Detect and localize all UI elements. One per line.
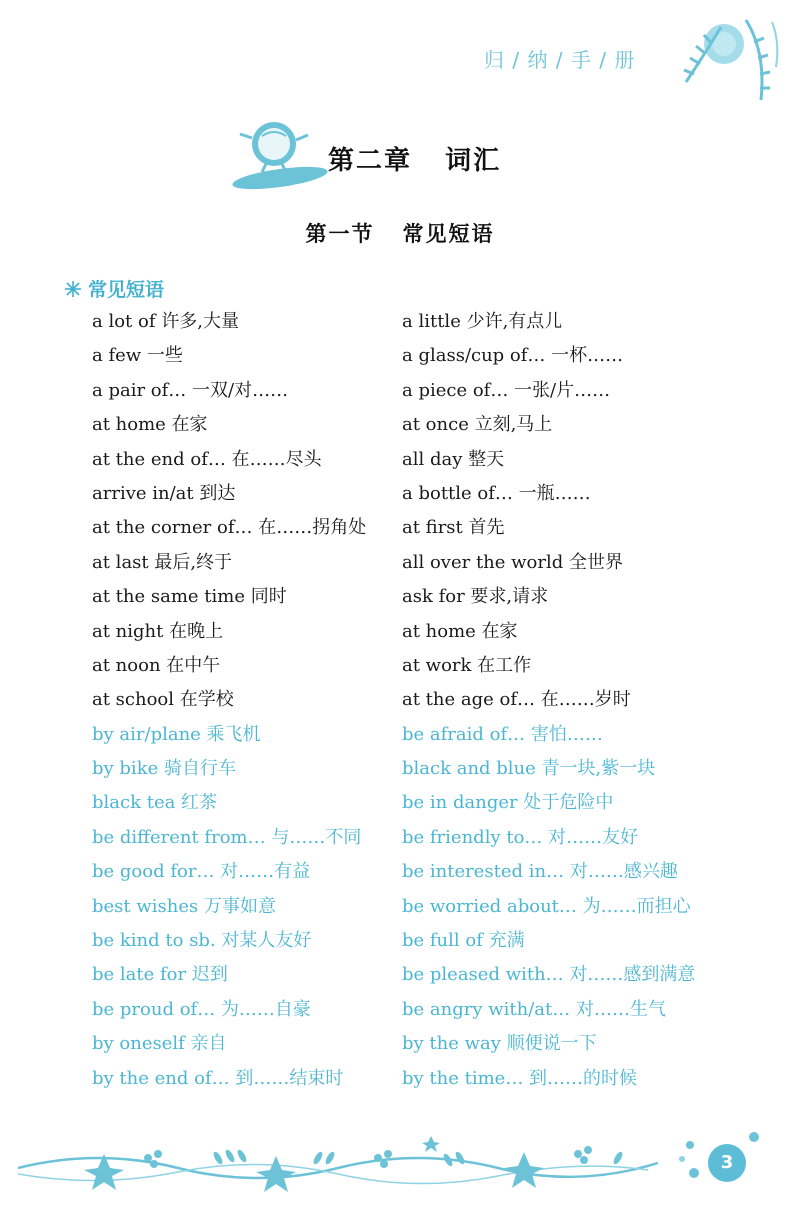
phrase-left: be late for 迟到 <box>92 964 228 986</box>
phrase-left: at the same time 同时 <box>92 586 287 608</box>
phrase-right: be in danger 处于危险中 <box>402 792 614 814</box>
phrase-list <box>92 305 722 1096</box>
phrase-right: ask for 要求,请求 <box>402 586 549 608</box>
phrase-left: a few 一些 <box>92 345 183 367</box>
phrase-right: a little 少许,有点儿 <box>402 311 563 332</box>
phrase-left: be proud of… 为……自豪 <box>92 998 311 1020</box>
phrase-left: by bike 骑自行车 <box>92 758 236 780</box>
phrase-right: at first 首先 <box>402 517 505 539</box>
phrase-left: by air/plane 乘飞机 <box>92 723 261 745</box>
phrase-right: be afraid of… 害怕…… <box>402 723 603 745</box>
phrase-left: be different from… 与……不同 <box>92 826 362 848</box>
phrase-right: all day 整天 <box>402 448 505 470</box>
phrase-left: at the corner of… 在……拐角处 <box>92 517 367 539</box>
phrase-left: at the end of… 在……尽头 <box>92 448 322 470</box>
chapter-title: 第二章 词汇 <box>328 146 502 176</box>
surfing-globe-icon <box>232 116 342 196</box>
phrase-right: be pleased with… 对……感到满意 <box>402 964 696 986</box>
phrase-right: be worried about… 为……而担心 <box>402 895 691 917</box>
phrase-right: by the way 顺便说一下 <box>402 1033 597 1055</box>
phrase-left: a lot of 许多,大量 <box>92 311 239 332</box>
phrase-left: be good for… 对……有益 <box>92 861 311 883</box>
snowflake-icon <box>64 280 82 298</box>
phrase-right: be angry with/at… 对……生气 <box>402 998 666 1020</box>
phrase-left: arrive in/at 到达 <box>92 482 236 504</box>
chapter-heading <box>232 116 532 196</box>
phrase-left: black tea 红茶 <box>92 792 218 814</box>
phrase-left: at last 最后,终于 <box>92 551 233 573</box>
phrase-left: by oneself 亲自 <box>92 1033 227 1055</box>
vine-ornament-icon <box>18 1128 658 1198</box>
page-number: 3 <box>708 1144 746 1182</box>
phrase-right: black and blue 青一块,紫一块 <box>402 758 656 780</box>
phrase-right: be full of 充满 <box>402 930 525 952</box>
phrase-left: at home 在家 <box>92 414 208 436</box>
phrase-right: be interested in… 对……感兴趣 <box>402 861 678 883</box>
phrase-right: at the age of… 在……岁时 <box>402 689 631 711</box>
phrase-right: at work 在工作 <box>402 654 532 676</box>
phrase-right: by the time… 到……的时候 <box>402 1067 638 1089</box>
phrase-left: a pair of… 一双/对…… <box>92 379 289 401</box>
phrase-right: a piece of… 一张/片…… <box>402 379 611 401</box>
phrase-right: a bottle of… 一瓶…… <box>402 482 591 504</box>
subsection-label: 常见短语 <box>88 279 165 301</box>
phrase-left: be kind to sb. 对某人友好 <box>92 930 312 952</box>
section-tag: 归 / 纳 / 手 / 册 <box>484 48 636 72</box>
section-title: 第一节 常见短语 <box>305 222 495 246</box>
phrase-left: by the end of… 到……结束时 <box>92 1067 344 1089</box>
subsection-heading <box>64 275 164 302</box>
phrase-right: all over the world 全世界 <box>402 551 624 573</box>
phrase-left: best wishes 万事如意 <box>92 895 276 917</box>
phrase-right: at once 立刻,马上 <box>402 414 553 436</box>
phrase-left: at night 在晚上 <box>92 620 224 642</box>
phrase-left: at school 在学校 <box>92 689 234 711</box>
phrase-right: at home 在家 <box>402 620 518 642</box>
phrase-right: be friendly to… 对……友好 <box>402 826 639 848</box>
leaf-ornament-icon <box>676 12 786 102</box>
phrase-right: a glass/cup of… 一杯…… <box>402 345 624 367</box>
phrase-left: at noon 在中午 <box>92 654 221 676</box>
